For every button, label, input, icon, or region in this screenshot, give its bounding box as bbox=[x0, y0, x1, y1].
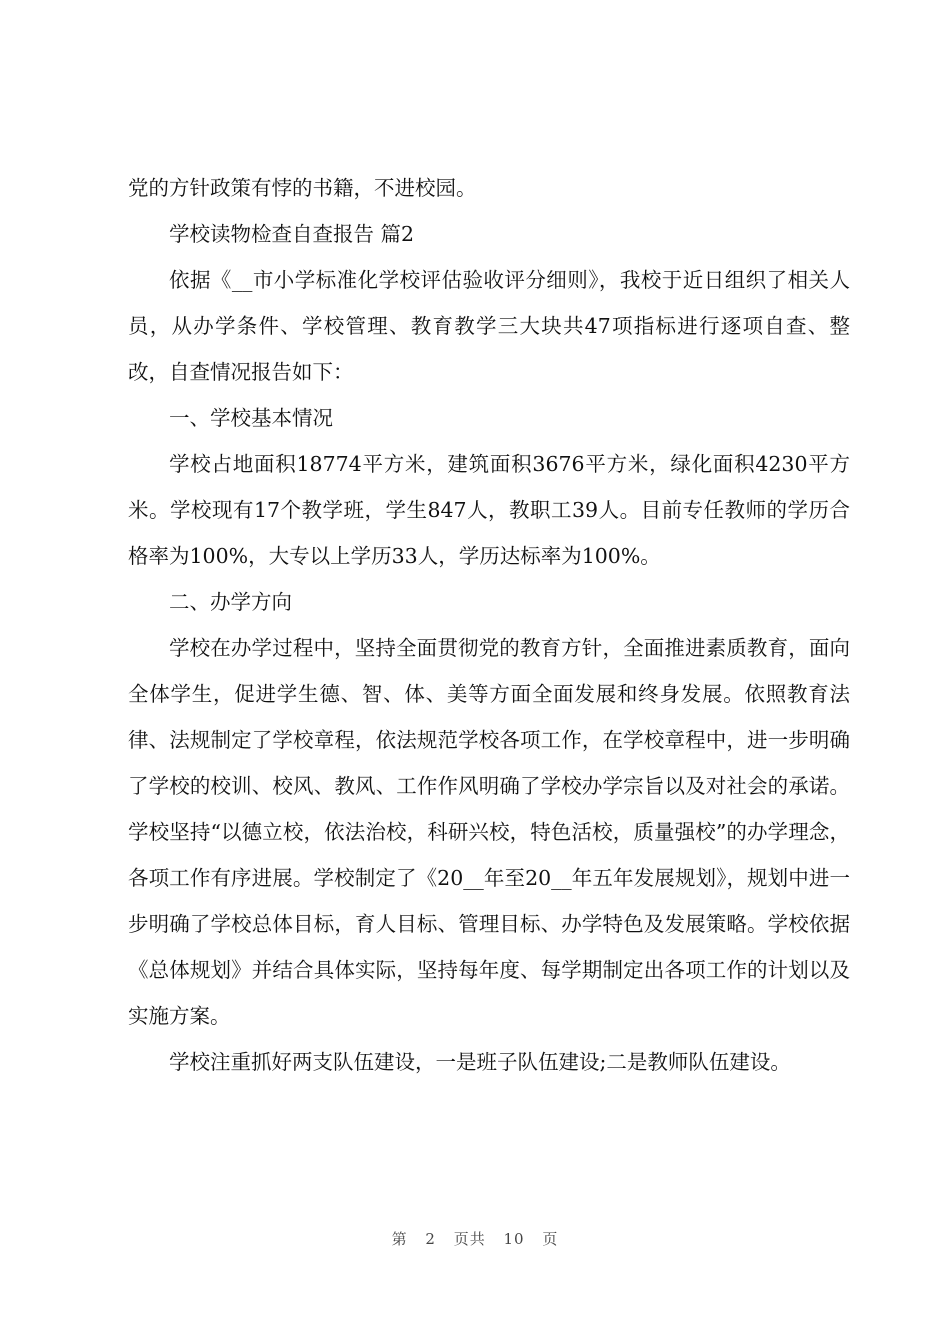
footer-prefix: 第 bbox=[391, 1230, 408, 1248]
section-title: 学校读物检查自查报告 篇2 bbox=[169, 222, 415, 246]
paragraph: 学校在办学过程中，坚持全面贯彻党的教育方针，全面推进素质教育，面向全体学生，促进学生德、智、体、美等方面全面发展和终身发展。依照教育法律、法规制定了学校章程，依法规范学校各项工作，在学校章程中，进一步明确了学校的校训、校风、教风、工作作风明确了学校办学宗旨以及对社会的承诺。学校坚持“以德立校，依法治校，科研兴校，特色活校，质量强校”的办学理念，各项工作有序进展。学校制定了《20__年至20__年五年发展规划》，规划中进一步明确了学校总体目标，育人目标、管理目标、办学特色及发展策略。学校依据《总体规划》并结合具体实际，坚持每年度、每学期制定出各项工作的计划以及实施方案。 bbox=[128, 636, 850, 1028]
paragraph: 学校占地面积18774平方米，建筑面积3676平方米，绿化面积4230平方米。学校现有17个教学班，学生847人，教职工39人。目前专任教师的学历合格率为100%，大专以上学历33人，学历达标率为100%。 bbox=[128, 452, 850, 568]
paragraph: 学校注重抓好两支队伍建设，一是班子队伍建设;二是教师队伍建设。 bbox=[169, 1050, 791, 1074]
paragraph: 依据《__市小学标准化学校评估验收评分细则》，我校于近日组织了相关人员，从办学条件、学校管理、教育教学三大块共47项指标进行逐项自查、整改，自查情况报告如下： bbox=[128, 268, 850, 384]
paragraph: 党的方针政策有悖的书籍，不进校园。 bbox=[128, 176, 477, 200]
footer-suffix: 页 bbox=[542, 1230, 559, 1248]
section-heading: 一、学校基本情况 bbox=[169, 406, 333, 430]
page-footer bbox=[0, 1228, 950, 1249]
section-heading: 二、办学方向 bbox=[169, 590, 292, 614]
footer-middle: 页共 bbox=[453, 1230, 486, 1248]
footer-page-number: 2 bbox=[425, 1230, 436, 1248]
footer-total-pages: 10 bbox=[503, 1230, 525, 1248]
document-body bbox=[128, 165, 850, 1085]
